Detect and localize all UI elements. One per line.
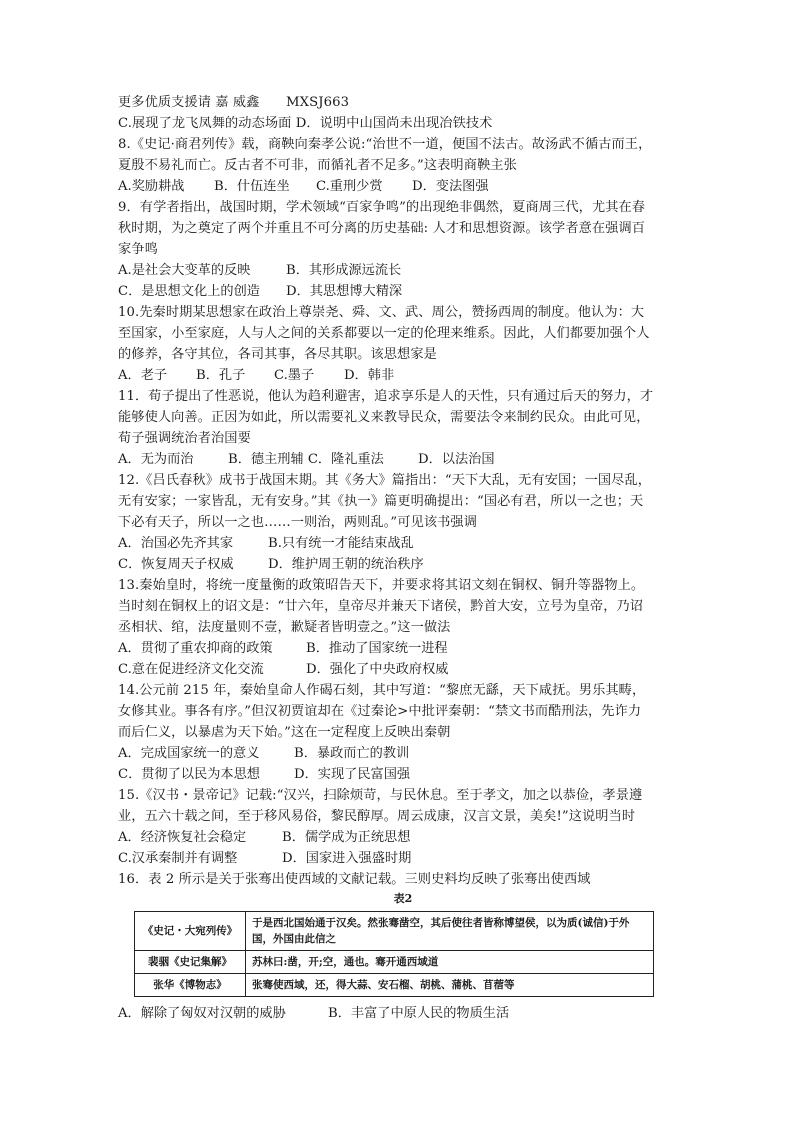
q10-option-c: C.墨子: [274, 368, 315, 383]
q10-stem-3: 的修养，各守其位，各司其事，各尽其职。该思想家是: [118, 347, 437, 362]
q13-stem-2: 当时刻在铜权上的诏文是：“廿六年，皇帝尽并兼天下诸侯，黔首大安，立号为皇帝，乃诏: [118, 599, 644, 614]
q12-option-b: B.只有统一才能结束战乱: [268, 536, 414, 551]
q8-option-a: A.奖励耕战: [118, 179, 185, 194]
q9-stem-1: 9．有学者指出，战国时期，学术领域“百家争鸣”的出现绝非偶然，夏商周三代，尤其在春: [118, 200, 646, 215]
q8-stem-2: 夏殷不易礼而亡。反古者不可非，而循礼者不足多。”这表明商鞅主张: [118, 158, 517, 173]
q9-options-cd: [118, 281, 688, 302]
q14-option-c: C．贯彻了以民为本思想: [118, 767, 260, 782]
q14-stem-2: 女修其业。事各有序。”但汉初贾谊却在《过秦论>中批评秦朝：“禁文书而酷刑法，先诈力: [118, 704, 642, 719]
q13-option-d: D．强化了中央政府权威: [306, 662, 449, 677]
q8-option-c: C.重刑少赏: [316, 179, 383, 194]
table-text-cell: 苏林曰:凿，开;空，通也。骞开通西域道: [246, 951, 654, 974]
table-row: [135, 974, 654, 997]
exam-page: [118, 92, 688, 1024]
q15-option-a: A．经济恢复社会稳定: [118, 830, 247, 845]
q9-option-a: A.是社会大变革的反映: [118, 263, 251, 278]
q12-stem-2: 无有安家；一家皆乱，无有安身。”其《执一》篇更明确提出：“国必有君，所以一之也；天: [118, 494, 644, 509]
q7-option-cd: C.展现了龙飞凤舞的动态场面 D．说明中山国尚未出现冶铁技术: [118, 116, 493, 131]
q12-stem-3: 下必有天子，所以一之也……一则治，两则乱。”可见该书强调: [118, 515, 478, 530]
q11-options: [118, 449, 688, 470]
q8-stem-1: 8.《史记·商君列传》载，商鞅向秦孝公说:“治世不一道，便国不法古。故汤武不循古而王，: [118, 137, 652, 152]
q9-stem-3: 家争鸣: [118, 242, 158, 257]
q16-options-ab: [118, 1003, 688, 1024]
q14-stem-1: 14.公元前 215 年，秦始皇命人作碣石刻，其中写道：“黎庶无繇，天下咸抚。男乐其畴，: [118, 683, 646, 698]
q15-options-cd: [118, 848, 688, 869]
q14-options-cd: [118, 764, 688, 785]
q12-stem-1: 12.《吕氏春秋》成书于战国末期。其《务大》篇指出：“天下大乱，无有安国；一国尽乱，: [118, 473, 652, 488]
q15-stem-2: 业，五六十载之间，至于移风易俗，黎民醇厚。周云成康，汉言文景，美矣!”这说明当时: [118, 809, 636, 824]
q10-option-a: A．老子: [118, 368, 168, 383]
q12-option-d: D．维护周王朝的统治秩序: [268, 557, 424, 572]
q13-stem-3: 丞相状、绾，法度量则不壹，歉疑者皆明壹之。”这一做法: [118, 620, 451, 635]
q9-option-b: B．其形成源远流长: [286, 263, 402, 278]
q15-options-ab: [118, 827, 688, 848]
q10-option-d: D．韩非: [344, 368, 395, 383]
q13-option-b: B．推动了国家统一进程: [306, 641, 448, 656]
q15-option-b: B．儒学成为正统思想: [282, 830, 411, 845]
q16-stem-1: 16．表 2 所示是关于张骞出使西域的文献记载。三则史料均反映了张骞出使西域: [118, 872, 591, 887]
q12-option-a: A．治国必先齐其家: [118, 536, 234, 551]
q14-options-ab: [118, 743, 688, 764]
q10-stem-1: 10.先秦时期某思想家在政治上尊崇尧、舜、文、武、周公，赞扬西周的制度。他认为：大: [118, 305, 645, 320]
q8-option-d: D．变法图强: [412, 179, 489, 194]
table-source-cell: 《史记・大宛列传》: [135, 912, 246, 951]
table-row: [135, 951, 654, 974]
q11-option-bc: B．德主刑辅 C．隆礼重法: [228, 452, 384, 467]
q12-options-cd: [118, 554, 688, 575]
q14-stem-3: 而后仁义，以暴虐为天下始。”这在一定程度上反映出秦朝: [118, 725, 451, 740]
q14-option-b: B．暴政而亡的教训: [294, 746, 410, 761]
q15-stem-1: 15.《汉书・景帝记》记载:“汉兴，扫除烦苛，与民休息。至于孝文，加之以恭俭，孝景遵: [118, 788, 643, 803]
q13-option-c: C.意在促进经济文化交流: [118, 662, 264, 677]
q9-option-c: C．是思想文化上的创造: [118, 284, 260, 299]
q16-option-a: A．解除了匈奴对汉朝的威胁: [118, 1006, 286, 1021]
q10-option-b: B．孔子: [196, 368, 246, 383]
q8-option-b: B．什伍连坐: [214, 179, 290, 194]
q11-option-a: A．无为而治: [118, 452, 194, 467]
q16-option-b: B．丰富了中原人民的物质生活: [328, 1006, 510, 1021]
q13-options-cd: [118, 659, 688, 680]
q14-option-a: A．完成国家统一的意义: [118, 746, 260, 761]
table-text-cell: 于是西北国始通于汉矣。然张骞凿空，其后使往者皆称博望侯，以为质(诚信)于外国，外国由此信之: [246, 912, 654, 951]
q15-option-d: D．国家进入强盛时期: [282, 851, 412, 866]
q12-options-ab: [118, 533, 688, 554]
q15-option-c: C.汉承秦制并有调整: [118, 851, 238, 866]
q10-stem-2: 至国家，小至家庭，人与人之间的关系都要以一定的伦理来维系。因此，人们都要加强个人: [118, 326, 650, 341]
q10-options: [118, 365, 688, 386]
q13-options-ab: [118, 638, 688, 659]
q12-option-c: C．恢复周天子权威: [118, 557, 234, 572]
q13-option-a: A．贯彻了重农抑商的政策: [118, 641, 273, 656]
q8-options: [118, 176, 688, 197]
table-source-cell: 裴骃《史记集解》: [135, 951, 246, 974]
q9-options-ab: [118, 260, 688, 281]
q14-option-d: D．实现了民富国强: [294, 767, 411, 782]
q11-stem-1: 11．荀子提出了性恶说，他认为趋利避害，追求享乐是人的天性，只有通过后天的努力，才: [118, 389, 654, 404]
table-title: 表2: [393, 892, 413, 905]
q9-stem-2: 秋时期，为之奠定了两个并重且不可分离的历史基础: 人才和思想资源。该学者意在强调百: [118, 221, 646, 236]
source-table: [134, 911, 654, 997]
q11-option-d: D．以法治国: [418, 452, 495, 467]
promo-header: 更多优质支援请 嘉 威鑫 MXSJ663: [118, 95, 350, 110]
q13-stem-1: 13.秦始皇时，将统一度量衡的政策昭告天下，并要求将其诏文刻在铜权、铜升等器物上。: [118, 578, 645, 593]
q11-stem-2: 能够使人向善。正因为如此，所以需要礼义来教导民众，需要法令来制约民众。由此可见，: [118, 410, 650, 425]
q11-stem-3: 荀子强调统治者治国要: [118, 431, 251, 446]
table-source-cell: 张华《博物志》: [135, 974, 246, 997]
q9-option-d: D．其思想博大精深: [286, 284, 403, 299]
table-row: [135, 912, 654, 951]
table-text-cell: 张骞使西域，还，得大蒜、安石榴、胡桃、蒲桃、苜蓿等: [246, 974, 654, 997]
